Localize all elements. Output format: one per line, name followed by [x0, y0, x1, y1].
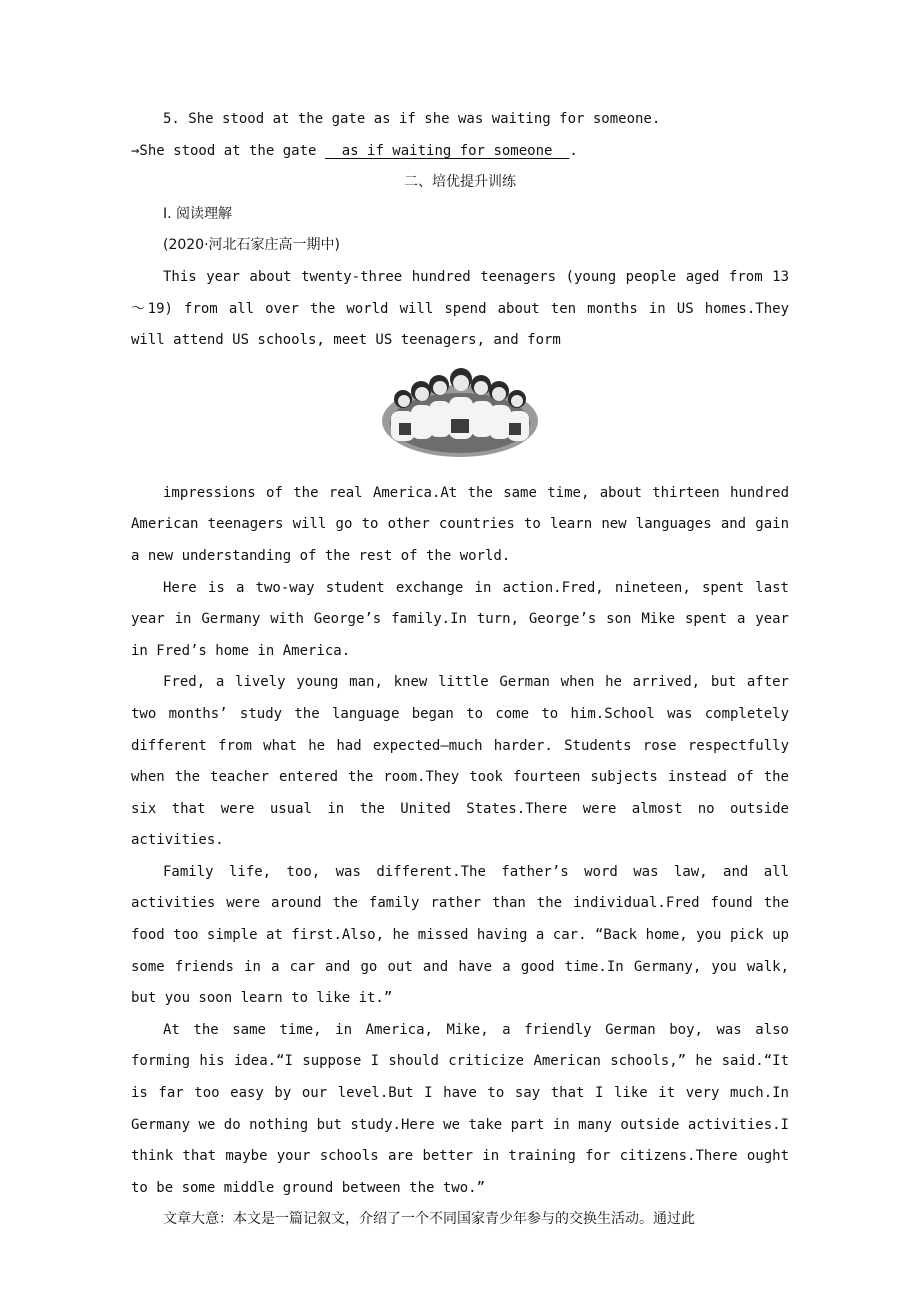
passage-paragraph-5: At the same time, in America, Mike, a friendly German boy, was also forming his idea.“I suppose I should criticize American schools,” he said.“It is far too easy by our level.But I have to say that I like it very much.In Germany we do nothing but study.Here we take part in many outside activities.I think that maybe your schools are better in training for citizens.There ought to be some middle ground between the two.”	[131, 1021, 789, 1196]
students-photo-icon	[381, 361, 539, 457]
passage-paragraph-1a: This year about twenty-three hundred teenagers (young people aged from 13～19) from all over the world will spend about ten months in US homes.They will attend US schools, meet US teenagers, and form	[131, 268, 789, 349]
summary-text: 文章大意：本文是一篇记叙文，介绍了一个不同国家青少年参与的交换生活动。通过此	[163, 1211, 695, 1228]
exercise-item-5-answer	[131, 136, 789, 168]
passage-source: (2020·河北石家庄高一期中)	[163, 237, 341, 254]
passage-paragraph-1b: impressions of the real America.At the same time, about thirteen hundred American teenagers will go to other countries to learn new languages and gain a new understanding of the rest of the world.	[131, 484, 789, 564]
section-heading: 二、培优提升训练	[404, 174, 516, 191]
passage-paragraph-3: Fred, a lively young man, knew little German when he arrived, but after two months’ study the language began to come to him.School was completely different from what he had expected—much harder. Students rose respectfully when the teacher entered the room.They took fourteen subjects instead of the six that were usual in the United States.There were almost no outside activities.	[131, 674, 789, 849]
answer-suffix: .	[569, 142, 578, 159]
section-subheading: Ⅰ. 阅读理解	[163, 205, 233, 222]
exercise-item-5-question: 5. She stood at the gate as if she was waiting for someone.	[163, 111, 661, 127]
document-page	[131, 104, 789, 1236]
passage-paragraph-2: Here is a two-way student exchange in action.Fred, nineteen, spent last year in Germany with George’s family.In turn, George’s son Mike spent a year in Fred’s home in America.	[131, 579, 789, 659]
answer-prefix: →She stood at the gate	[131, 142, 325, 159]
answer-blank: as if waiting for someone	[324, 142, 570, 159]
group-of-students-photo	[131, 361, 789, 478]
passage-paragraph-4: Family life, too, was different.The father’s word was law, and all activities were around the family rather than the individual.Fred found the food too simple at first.Also, he missed having a car. “Back home, you pick up some friends in a car and go out and have a good time.In Germany, you walk, but you soon learn to like it.”	[131, 863, 789, 1007]
